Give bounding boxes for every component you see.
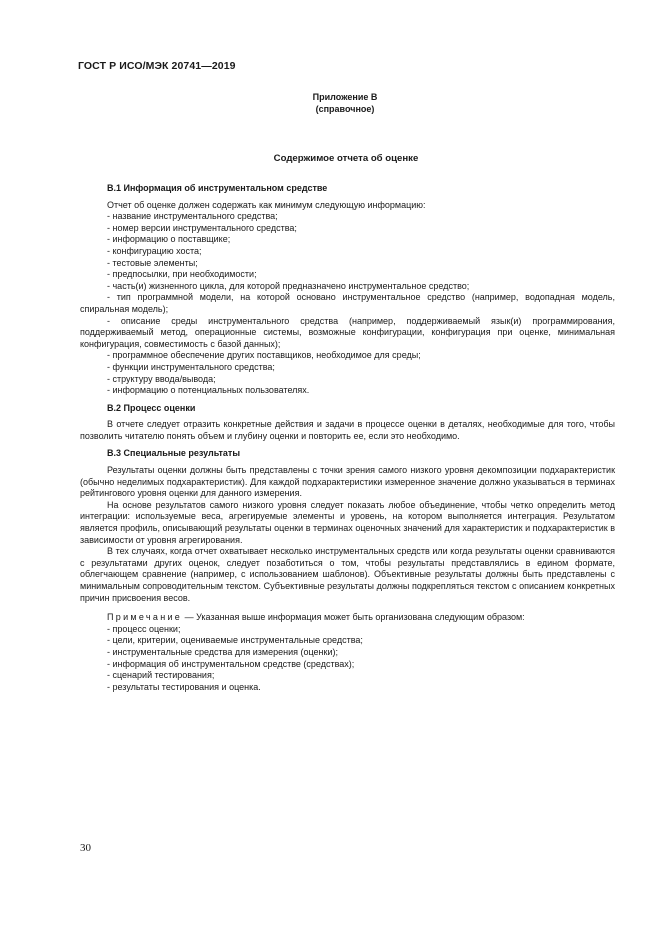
section-b1-intro: Отчет об оценке должен содержать как минимум следующую информацию: [107,199,426,210]
page-number: 30 [80,842,91,854]
section-b2-heading: В.2 Процесс оценки [107,402,196,413]
note-label: Примечание [107,612,183,623]
spacer [80,604,615,612]
list-item: - программное обеспечение других поставщиков, необходимое для среды; [107,350,421,361]
note-list-item: - информация об инструментальном средстве (средствах); [107,658,355,669]
annex-type: (справочное) [315,103,375,114]
note-list-item: - цели, критерии, оцениваемые инструментальные средства; [107,635,363,646]
annex-heading [290,92,400,115]
list-item: - конфигурацию хоста; [107,245,202,256]
annex-title: Приложение В [312,92,378,102]
document-title: Содержимое отчета об оценке [273,153,419,164]
list-item: - информацию о потенциальных пользователях. [107,385,310,396]
note [80,612,615,624]
list-item: - тестовые элементы; [107,257,198,268]
note-list-item: - результаты тестирования и оценка. [107,681,261,692]
list-item: - функции инструментального средства; [107,361,275,372]
section-b1-heading: В.1 Информация об инструментальном средстве [107,183,328,193]
list-item: - описание среды инструментального средства (например, поддерживаемый язык(и) программирования, поддерживаемый метод, операционные системы, возможные конфигурации, конфигурация при оценке, минимальная конфигурация, совместимость с базой данных); [80,315,615,349]
list-item: - тип программной модели, на которой основано инструментальное средство (например, водопадная модель, спиральная модель); [80,292,615,314]
note-list-item: - сценарий тестирования; [107,670,215,681]
section-b2-text: В отчете следует отразить конкретные действия и задачи в процессе оценки в деталях, необходимые для того, чтобы позволить читателю понять объем и глубину оценки и повторить ее, если это необходимо. [80,419,615,441]
section-b3-heading: В.3 Специальные результаты [107,448,241,459]
section-b3-paragraph: На основе результатов самого низкого уровня следует показать любое объединение, чтобы четко определить метод интеграции: используемые веса, агрегируемые элементы и уровень, на котором выполняется интеграция. Результатом является профиль, описывающий результаты оценки в терминах оценочных значений для характеристик и подхарактеристик в зависимости от уровня агрегирования. [80,499,615,545]
document-body [80,183,615,693]
section-b3-paragraph: В тех случаях, когда отчет охватывает несколько инструментальных средств или когда результаты оценки сравниваются с результатами других оценок, следует позаботиться о том, чтобы результаты представлялись в едином формате, облегчающем сравнение (например, с использованием шаблонов). Объективные результаты должны быть представлены с минимальным сопроводительным текстом. Субъективные результаты должны подкрепляться текстом с описанием конкретных причин присвоения весов. [80,546,615,603]
standard-number: ГОСТ Р ИСО/МЭК 20741—2019 [78,60,236,72]
list-item: - название инструментального средства; [107,211,278,222]
section-b3-paragraph: Результаты оценки должны быть представлены с точки зрения самого низкого уровня декомпозиции подхарактеристик (обычно неделимых подхарактеристик). Для каждой подхарактеристики измеренное значение должно указываться в терминах рейтингового уровня оценки для данного измерения. [80,465,615,499]
list-item: - структуру ввода/вывода; [107,373,216,384]
list-item: - предпосылки, при необходимости; [107,269,257,280]
note-list-item: - процесс оценки; [107,623,181,634]
list-item: - номер версии инструментального средства; [107,222,297,233]
note-text: — Указанная выше информация может быть организована следующим образом: [182,612,525,623]
list-item: - часть(и) жизненного цикла, для которой предназначено инструментальное средство; [107,280,470,291]
list-item: - информацию о поставщике; [107,234,231,245]
note-list-item: - инструментальные средства для измерения (оценки); [107,646,338,657]
